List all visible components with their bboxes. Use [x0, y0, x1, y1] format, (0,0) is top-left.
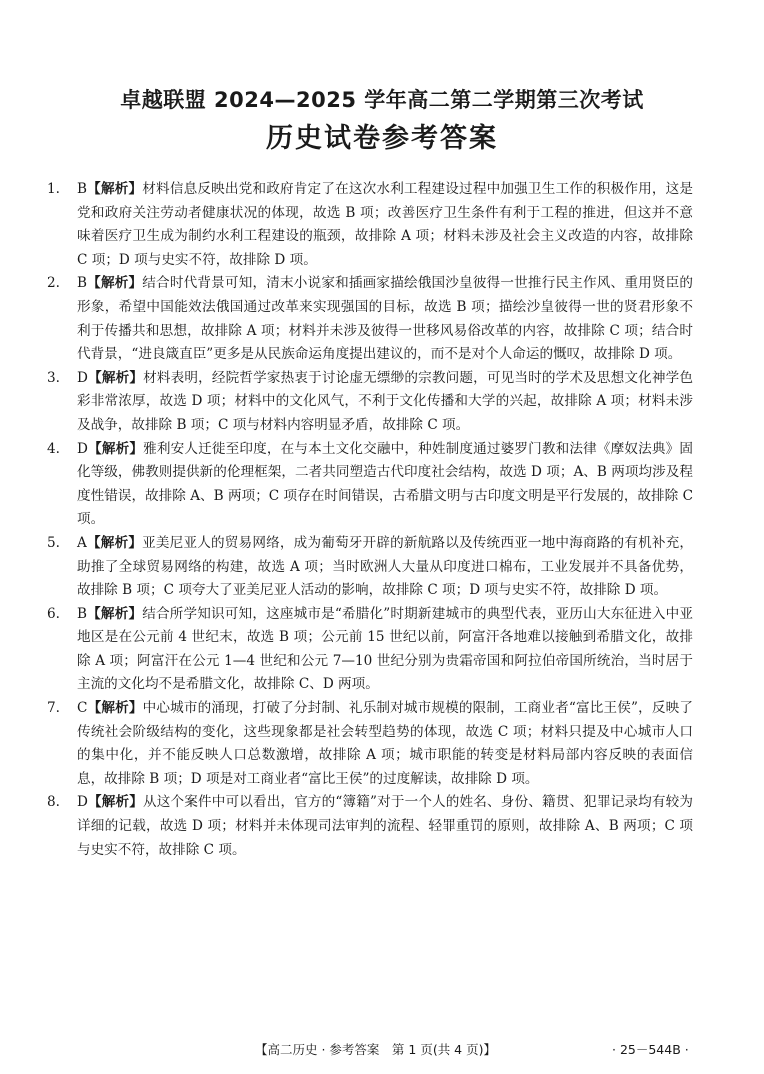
analysis-text: 材料表明，经院哲学家热衷于讨论虚无缥缈的宗教问题，可见当时的学术及思想文化神学色彩非常浓厚，故选 D 项；材料中的文化风气，不利于文化传播和大学的兴起，故排除 A 项；材料未涉及战争，故排除 B 项；C 项与材料内容明显矛盾，故排除 C 项。	[77, 369, 694, 433]
question-number: 2.	[47, 275, 60, 292]
analysis-tag: 【解析】	[87, 275, 143, 292]
question-number: 7.	[47, 700, 60, 717]
analysis-tag: 【解析】	[87, 440, 144, 457]
answer-item-1	[47, 178, 694, 272]
analysis-text: 中心城市的涌现，打破了分封制、礼乐制对城市规模的限制，工商业者“富比王侯”，反映了传统社会阶级结构的变化，这些现象都是社会转型趋势的体现，故选 C 项；材料只提及中心城市人口的集中化，并不能反映人口总数激增，故排除 A 项；城市职能的转变是材料局部内容反映的表面信息，故排除 B 项；D 项是对工商业者“富比王侯”的过度解读，故排除 D 项。	[77, 700, 693, 787]
analysis-text: 结合所学知识可知，这座城市是“希腊化”时期新建城市的典型代表，亚历山大东征进入中亚地区是在公元前 4 世纪末，故选 B 项；公元前 15 世纪以前，阿富汗各地难以接触到希腊文化，故排除 A 项；阿富汗在公元 1—4 世纪和公元 7—10 世纪分别为贵霜帝国和阿拉伯帝国所统治，当时居于主流的文化均不是希腊文化，故排除 C、D 两项。	[77, 605, 693, 693]
answer-key: D	[77, 794, 88, 811]
analysis-tag: 【解析】	[87, 700, 143, 717]
analysis-text: 亚美尼亚人的贸易网络，成为葡萄牙开辟的新航路以及传统西亚一地中海商路的有机补充，助推了全球贸易网络的构建，故选 A 项；当时欧洲人大量从印度进口棉布，工业发展并不具备优势，故排除 B 项；C 项夸大了亚美尼亚人活动的影响，故排除 C 项；D 项与史实不符，故排除 D 项。	[77, 534, 694, 599]
footer-page-info: 【高二历史 · 参考答案 第 1 页(共 4 页)】	[255, 1042, 496, 1057]
analysis-text: 结合时代背景可知，清末小说家和插画家描绘俄国沙皇彼得一世推行民主作风、重用贤臣的形象，希望中国能效法俄国通过改革来实现强国的目标，故选 B 项；描绘沙皇彼得一世的贤君形象不利于传播共和思想，故排除 A 项；材料并未涉及彼得一世移风易俗改革的内容，故排除 C 项；结合时代背景，“进良箴直臣”更多是从民族命运角度提出建议的，而不是对个人命运的慨叹，故排除 D 项。	[77, 275, 694, 363]
document-subtitle: 历史试卷参考答案	[266, 123, 498, 154]
answer-key: B	[77, 181, 87, 197]
answer-key: D	[77, 440, 88, 457]
analysis-tag: 【解析】	[87, 605, 143, 622]
answer-item-7	[47, 697, 693, 791]
answer-item-4	[47, 438, 694, 532]
analysis-text: 雅利安人迁徙至印度，在与本土文化交融中，种姓制度通过婆罗门教和法律《摩奴法典》固化等级，佛教则提供新的伦理框架，二者共同塑造古代印度社会结构，故选 D 项；A、B 两项均涉及程度性错误，故排除 A、B 两项；C 项存在时间错误，古希腊文明与古印度文明是平行发展的，故排除 C 项。	[77, 440, 694, 528]
answer-item-8	[47, 791, 694, 862]
analysis-tag: 【解析】	[87, 369, 144, 386]
answer-key: A	[77, 534, 87, 551]
question-number: 5.	[47, 534, 60, 551]
analysis-text: 材料信息反映出党和政府肯定了在这次水利工程建设过程中加强卫生工作的积极作用，这是党和政府关注劳动者健康状况的体现，故选 B 项；改善医疗卫生条件有利于工程的推进，但这并不意味着医疗卫生成为制约水利工程建设的瓶颈，故排除 A 项；材料未涉及社会主义改造的内容，故排除 C 项；D 项与史实不符，故排除 D 项。	[77, 181, 694, 268]
question-number: 1.	[47, 181, 60, 197]
answer-key: D	[77, 369, 88, 386]
answer-key: B	[77, 275, 87, 292]
answer-item-6	[47, 603, 693, 697]
exam-title: 卓越联盟 2024—2025 学年高二第二学期第三次考试	[120, 88, 644, 112]
question-number: 3.	[47, 369, 60, 386]
analysis-tag: 【解析】	[87, 794, 144, 811]
answer-item-5	[47, 532, 694, 603]
answer-list	[47, 178, 694, 862]
answer-item-3	[47, 367, 694, 438]
answer-key: B	[77, 605, 87, 622]
analysis-tag: 【解析】	[87, 181, 143, 197]
footer-code: · 25－544B ·	[612, 1042, 689, 1057]
analysis-tag: 【解析】	[86, 534, 143, 551]
question-number: 6.	[47, 605, 60, 622]
answer-key: C	[77, 700, 88, 717]
analysis-text: 从这个案件中可以看出，官方的“簿籍”对于一个人的姓名、身份、籍贯、犯罪记录均有较为详细的记载，故选 D 项；材料并未体现司法审判的流程、轻罪重罚的原则，故排除 A、B 两项；C 项与史实不符，故排除 C 项。	[77, 794, 694, 858]
question-number: 4.	[47, 440, 60, 457]
question-number: 8.	[47, 794, 60, 811]
answer-item-2	[47, 272, 694, 366]
